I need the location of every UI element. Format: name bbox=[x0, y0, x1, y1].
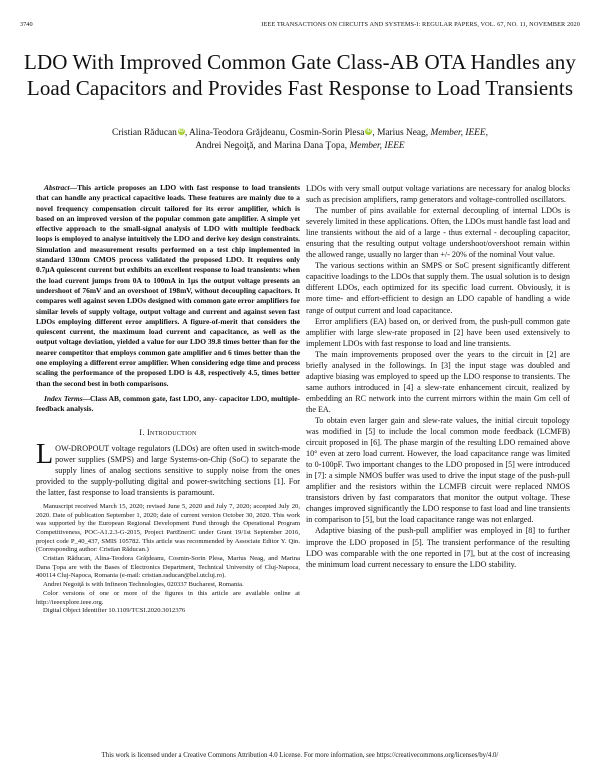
footnotes bbox=[36, 503, 300, 616]
abstract-text: This article proposes an LDO with fast response to load transients that can handle any practical capacitive loads. These features are mainly due to a novel frequency compensation circuit tailored for its error amplifier, which is based on an improved version of the popular common gate amplifier. A simple yet effective approach to the small-signal analysis of LDO with multiple feedback loops is employed to analyse intuitively the LDO and derive key design constraints. Simulation and measurement results performed on a test chip implemented in standard 130nm CMOS process validated the proposed LDO. It requires only 0.7μA quiescent current but exhibits an excellent response to load transients: when the load current jumps from 0A to 100mA in 1μs the output voltage presents an undershoot of 76mV and an overshoot of 198mV, without decoupling capacitors. It compares well against seven LDOs designed with common gate error amplifiers for similar levels of supply voltage, output voltage and current and against seven fast LDOs employing different error amplifiers. A figure-of-merit that considers the quiescent current, the maximum load current and capacitance, as well as the output voltage deviation, yielded a value for our LDO 39.8 times better than for the nearer competitor that employs common gate amplifier and 6 times better than the one employing a different error amplifier. When considering edge time and process scaling the performance of the proposed LDO is 4.8, respectively 4.5, times better than the second best in both comparisons. bbox=[36, 183, 300, 388]
member-designation: Member, IEEE bbox=[430, 128, 486, 138]
intro-paragraph bbox=[36, 438, 300, 498]
orcid-icon[interactable]: iD bbox=[366, 128, 372, 134]
license-notice: This work is licensed under a Creative Commons Attribution 4.0 License. For more information, see https://creativecommons.org/licenses/by/4.0/ bbox=[101, 752, 499, 759]
body-paragraph: The number of pins available for external decoupling of internal LDOs is severely limited in these applications. Often, the LDOs must handle fast load and line transients without the aid of a large - thus external - decoupling capacitor, ensuring that the resulting output voltage undershoot/overshoot remain within the allowed range, usually no larger than +/- 20% of the nominal Vout value. bbox=[306, 206, 570, 260]
section-title: Introduction bbox=[147, 427, 197, 437]
right-column bbox=[306, 183, 570, 570]
footnote: Manuscript received March 15, 2020; revised June 5, 2020 and July 7, 2020; accepted July 20, 2020. Date of publication September 1, 2020; date of current version October 30, 2020. This work was supported by the European Regional Development Fund through the Operational Program Competitiveness, POC-A1.2.3-G-2015, Project PartEneriC under Grant 19/1st September 2016, project code P_40_437, SMIS 105782. This article was recommended by Associate Editor Y. Qin. (Corresponding author: Cristian Răducan.) bbox=[36, 502, 300, 554]
footnote: Andrei Negoiţă is with Infineon Technologies, 020337 Bucharest, Romania. bbox=[43, 581, 244, 589]
journal-header: IEEE TRANSACTIONS ON CIRCUITS AND SYSTEMS-I: REGULAR PAPERS, VOL. 67, NO. 11, NOVEMBER 2020 bbox=[261, 21, 580, 28]
body-paragraph: Error amplifiers (EA) based on, or derived from, the push-pull common gate amplifier with large slew-rate proposed in [2] have been used extensively to implement LDOs with fast response to load and line transients. bbox=[306, 316, 570, 348]
body-paragraph: Adaptive biasing of the push-pull amplifier was employed in [8] to further improve the LDO proposed in [5]. The transient performance of the resulting LDO was comparable with the one reported in [7], but at the cost of increasing the minimum load current necessary to ensure the LDO stability. bbox=[306, 526, 570, 569]
author-text: Andrei Negoiţă, and Marina Dana Ţopa, bbox=[195, 141, 350, 151]
body-paragraph: The various sections within an SMPS or SoC present significantly different capacitive loadings to the LDOs that supply them. The usual solution is to design different LDOs, each optimized for its specific load current. Obviously, it is more time- and effort-efficient to design an LDO capable of handling a wide range of output current and load capacitance. bbox=[306, 261, 570, 315]
author-text: , Alina-Teodora Grăjdeanu, Cosmin-Sorin Plesa bbox=[184, 128, 365, 138]
paper-title: LDO With Improved Common Gate Class-AB OTA Handles any Load Capacitors and Provides Fast Response to Load Transients bbox=[24, 50, 576, 100]
body-paragraph: To obtain even larger gain and slew-rate values, the initial circuit topology was modified in [5] to include the local common mode feedback (LCMFB) circuit proposed in [6]. The phase margin of the resulting LDO remained above 10° even at zero load current. However, the load capacitance range was limited to 0-100pF. Two important changes to the LDO proposed in [5] were introduced in [7]: a simple NMOS buffer was used to drive the input stage of the push-pull amplifier and the resistors within the LCMFB circuit were replaced NMOS transistors driven by fast comparators that monitor the output voltage. These changes improved significantly the LDO response to fast load and line transients in comparison to [5], but the load capacitance range was not enlarged. bbox=[306, 415, 570, 525]
body-paragraph: The main improvements proposed over the years to the circuit in [2] are briefly analysed in the followings. In [3] the input stage was doubled and adaptive biasing was employed to speed up the LDO response to transients. The same authors introduced in [4] a slew-rate enhancement circuit, realized by embedding an RC network into the current mirrors within the main Gm cell of the EA. bbox=[306, 349, 570, 414]
body-paragraph: LDOs with very small output voltage variations are necessary for analog blocks such as precision amplifiers, ramp generators and voltage-controlled oscillators. bbox=[306, 184, 570, 205]
author-text: , Marius Neag, bbox=[372, 128, 431, 138]
footnote: Color versions of one or more of the figures in this article are available online at http://ieeexplore.ieee.org. bbox=[36, 589, 300, 606]
orcid-icon[interactable]: iD bbox=[178, 128, 184, 134]
section-number: I. bbox=[139, 427, 145, 437]
running-header bbox=[20, 21, 580, 31]
drop-cap: L bbox=[36, 438, 54, 470]
left-column bbox=[36, 183, 300, 616]
index-terms-text: Class AB, common gate, fast LDO, any- capacitor LDO, multiple-feedback analysis. bbox=[36, 393, 300, 414]
author-text: Cristian Răducan bbox=[112, 128, 177, 138]
section-heading bbox=[36, 427, 300, 438]
member-designation: Member, IEEE bbox=[349, 141, 405, 151]
index-terms-label: Index Terms bbox=[44, 393, 83, 403]
abstract: Abstract—This article proposes an LDO with fast response to load transients that can handle any practical capacitive loads. These features are mainly due to a novel frequency compensation circuit tailored for its error amplifier, which is based on an improved version of the popular common gate amplifier. A simple yet effective approach to the small-signal analysis of LDO with multiple feedback loops is employed to analyse intuitively the LDO and derive key design constraints. Simulation and measurement results performed on a test chip implemented in standard 130nm CMOS process validated the proposed LDO. It requires only 0.7μA quiescent current but exhibits an excellent response to load transients: when the load current jumps from 0A to 100mA in 1μs the output voltage presents an undershoot of 76mV and an overshoot of 198mV, without decoupling capacitors. It compares well against seven LDOs designed with common gate error amplifiers for similar levels of supply voltage, output voltage and current and against seven fast LDOs employing different error amplifiers. A figure-of-merit that considers the quiescent current, the maximum load current and capacitance, as well as the output voltage deviation, yielded a value for our LDO 39.8 times better than for the nearer competitor that employs common gate amplifier and 6 times better than the one employing a different error amplifier. When considering edge time and process scaling the performance of the proposed LDO is 4.8, respectively 4.5, times better than the second best in both comparisons. bbox=[36, 183, 300, 388]
footnote: Cristian Răducan, Alina-Teodora Grăjdeanu, Cosmin-Sorin Plesa, Marius Neag, and Marina Dana Ţopa are with the Bases of Electronics Department, Technical University of Cluj-Napoca, 400114 Cluj-Napoca, Romania (e-mail: cristian.raducan@bel.utcluj.ro). bbox=[36, 555, 300, 580]
author-block bbox=[40, 127, 560, 153]
intro-text: OW-DROPOUT voltage regulators (LDOs) are often used in switch-mode power supplies (SMPS) and large Systems-on-Chip (SoC) to separate the supply lines of analog sections sensitive to supply noise from the ones provided to the supply-polluting digital and power-switching sections [1]. For the latter, fast response to load transients is paramount. bbox=[36, 443, 300, 497]
author-text: , bbox=[485, 128, 488, 138]
page-number: 3740 bbox=[20, 21, 33, 28]
index-terms: Index Terms—Class AB, common gate, fast LDO, any- capacitor LDO, multiple-feedback analysis. bbox=[36, 393, 300, 414]
abstract-label: Abstract bbox=[44, 183, 70, 192]
footnote-doi: Digital Object Identifier 10.1109/TCSI.2020.3012376 bbox=[43, 607, 186, 615]
